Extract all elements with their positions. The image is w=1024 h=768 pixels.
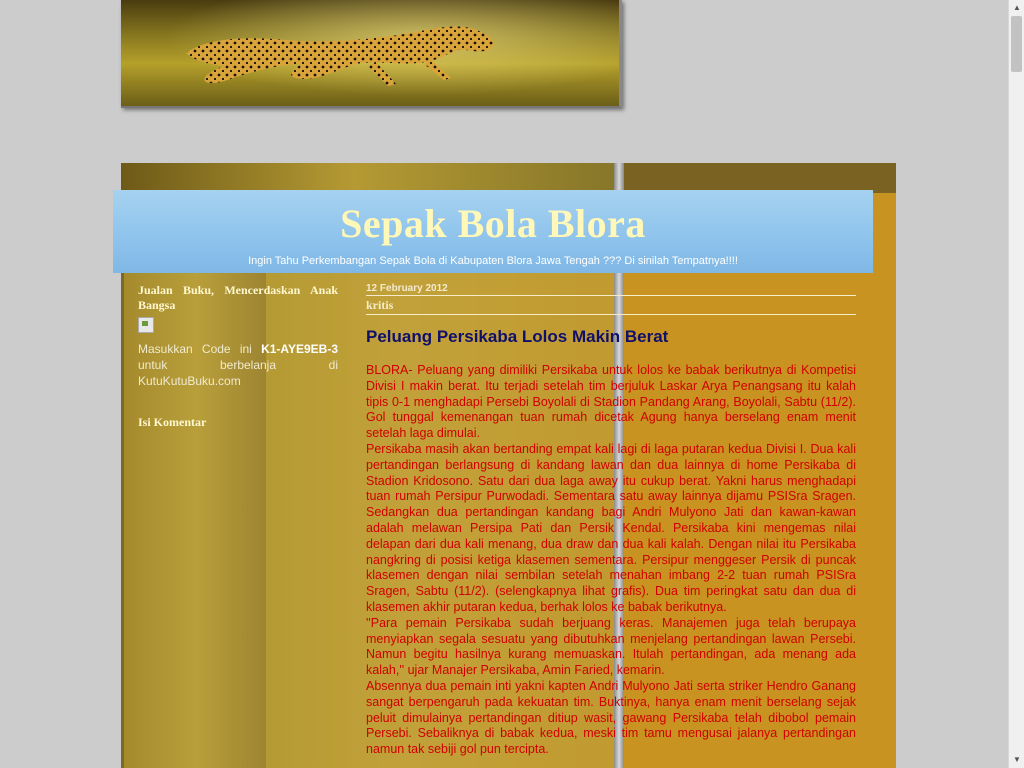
widget-title-books: Jualan Buku, Mencerdaskan Anak Bangsa <box>138 283 338 312</box>
blog-header <box>113 190 873 273</box>
sidebar <box>138 283 338 434</box>
blog-description: Ingin Tahu Perkembangan Sepak Bola di Kabupaten Blora Jawa Tengah ??? Di sinilah Tempatnya!!!! <box>248 255 738 267</box>
blog-post <box>366 283 856 758</box>
post-paragraph: BLORA- Peluang yang dimiliki Persikaba untuk lolos ke babak berikutnya di Kompetisi Divisi I makin berat. Itu terjadi setelah tim berjuluk Laskar Arya Penangsang itu kalah tipis 0-1 menghadapi Persebi Boyolali di Stadion Pandang Arang, Boyolali, Sabtu (11/2). Gol tunggal kemenangan tuan rumah dicetak Agung hanya berselang enam menit setelah laga dimulai. <box>366 363 856 441</box>
scroll-up-arrow-icon[interactable]: ▲ <box>1013 3 1021 12</box>
widget-title-comments: Isi Komentar <box>138 415 207 429</box>
vertical-scrollbar[interactable] <box>1008 0 1024 768</box>
post-body <box>366 363 856 758</box>
scrollbar-thumb[interactable] <box>1011 16 1022 72</box>
post-title[interactable]: Peluang Persikaba Lolos Makin Berat <box>366 327 669 346</box>
promo-code-text <box>138 341 338 389</box>
post-paragraph: Absennya dua pemain inti yakni kapten Andri Mulyono Jati serta striker Hendro Ganang sangat berpengaruh pada kekuatan tim. Buktinya, hanya enam menit berselang sejak peluit dimulainya pertandingan ditiup wasit, gawang Persikaba telah dibobol pemain Persebi. Sebaliknya di babak kedua, meski tim tamu mengusai jalanya pertandingan namun tak sebiji gol pun tercipta. <box>366 678 856 757</box>
promo-code-prefix: Masukkan Code ini <box>138 342 262 356</box>
promo-code: K1-AYE9EB-3 <box>261 342 338 356</box>
post-label[interactable]: kritis <box>366 296 856 315</box>
cheetah-icon <box>176 8 506 88</box>
broken-image-icon[interactable] <box>138 317 154 333</box>
blog-title[interactable]: Sepak Bola Blora <box>340 201 646 246</box>
promo-code-suffix: untuk berbelanja di KutuKutuBuku.com <box>138 358 338 388</box>
post-paragraph: Persikaba masih akan bertanding empat kali lagi di laga putaran kedua Divisi I. Dua kali pertandingan berlangsung di kandang lawan dan dua lainnya di home Persikaba di Stadion Kridosono. Satu dari dua laga away itu cukup berat. Yakni harus menghadapi tuan rumah Persipur Purwodadi. Sementara satu away lainnya dijamu PSISra Sragen. Sedangkan dua pertandingan kandang bagi Andri Mulyono Jati dan kawan-kawan adalah melawan Persipa Pati dan Persik Kendal. Persikaba kini mengemas nilai delapan dari dua kali menang, dua draw dan dua kali kalah. Dengan nilai itu Persikaba nangkring di posisi ketiga klasemen sementara. Persipur menggeser Persik di puncak klasemen dengan nilai sembilan setelah menahan imbang 2-2 tuan rumah PSISra Sragen, Sabtu (11/2). (selengkapnya lihat grafis). Dua tim peringkat satu dan dua di klasemen akhir putaran kedua, berhak lolos ke babak berikutnya. <box>366 441 856 614</box>
header-banner-image <box>121 0 622 108</box>
scroll-down-arrow-icon[interactable]: ▼ <box>1013 755 1021 764</box>
right-top-strip <box>624 163 896 193</box>
post-date: 12 February 2012 <box>366 283 856 296</box>
post-paragraph: ''Para pemain Persikaba sudah berjuang keras. Manajemen juga telah berupaya menyiapkan segala sesuatu yang dibutuhkan menjelang pertandingan lawan Persebi. Namun begitu hasilnya kurang memuaskan. Itulah pertandingan, ada menang ada kalah,'' ujar Manajer Persikaba, Amin Faried, kemarin. <box>366 615 856 678</box>
